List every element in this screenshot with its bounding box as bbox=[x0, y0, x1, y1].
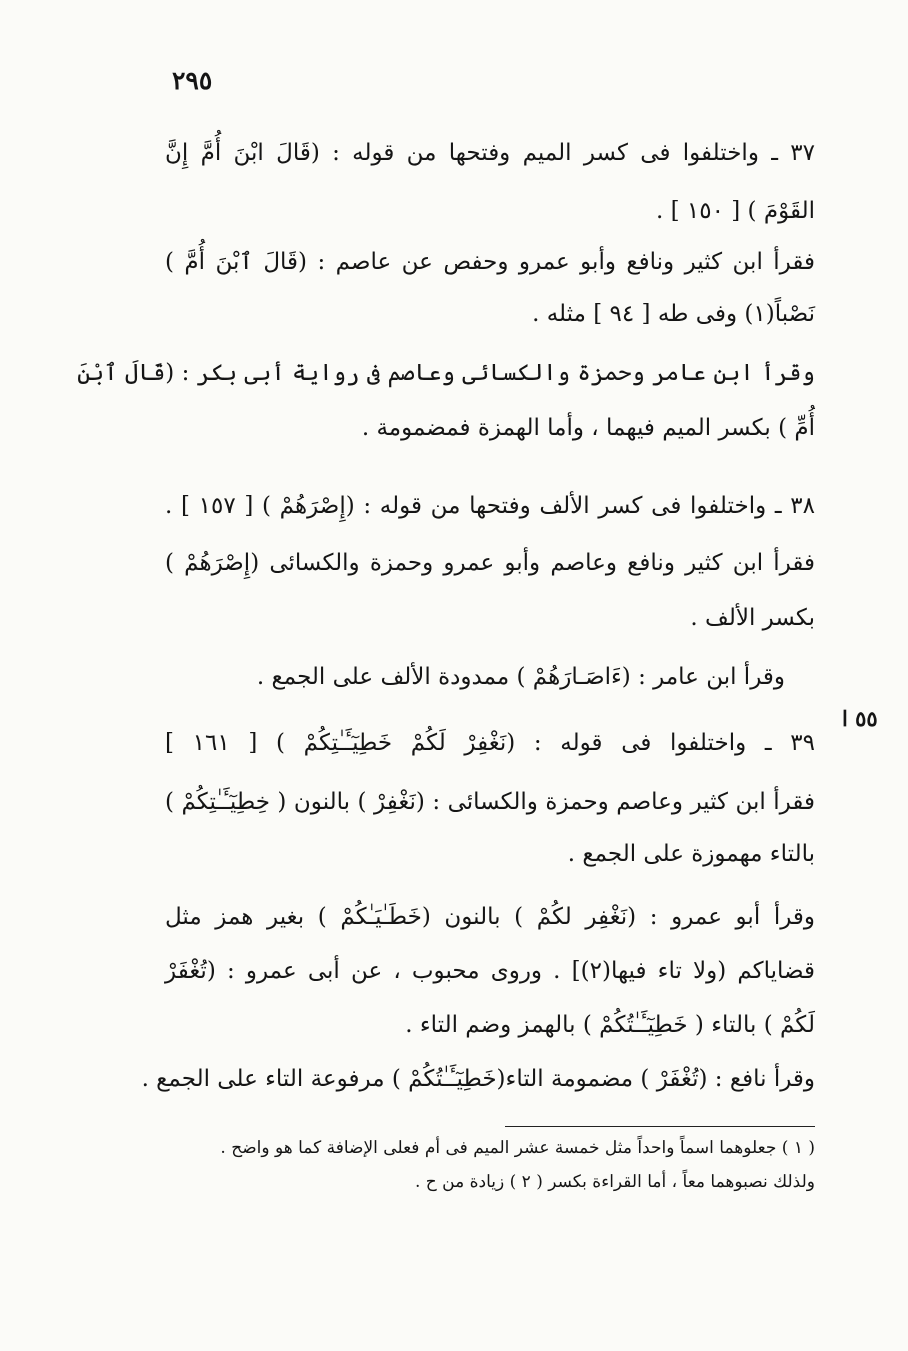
paragraph-reading-1 bbox=[165, 236, 815, 340]
text-line: بكسر الألف . bbox=[690, 605, 815, 631]
text-line: فقرأ ابن كثير وعاصم وحمزة والكسائى : (نَغْفِرْ ) بالنون ( خِطِيٓـَٔـٰتِكُمْ ) bbox=[165, 789, 815, 815]
paragraph-reading-3 bbox=[165, 536, 815, 646]
text-line: نَصْباً(١) وفى طه [ ٩٤ ] مثله . bbox=[532, 301, 815, 327]
margin-number: ٥٥ ا bbox=[842, 706, 878, 731]
text-line: ٣٩ ـ واختلفوا فى قوله : (نَغْفِرْ لَكُمْ خَطِيٓـَٔـٰتِكُمْ ) [ ١٦١ ] bbox=[165, 730, 815, 756]
paragraph-reading-6 bbox=[165, 890, 815, 1052]
paragraph-reading-4 bbox=[165, 652, 815, 702]
text-line: بالتاء مهموزة على الجمع . bbox=[567, 841, 815, 867]
footnote-divider bbox=[505, 1126, 815, 1127]
paragraph-reading-7 bbox=[141, 1054, 815, 1104]
footnote-line: ( ١ ) جعلوهما اسماً واحداً مثل خمسة عشر الميم فى أم فعلى الإضافة كما هو واضح . bbox=[220, 1138, 815, 1158]
paragraph-reading-2 bbox=[77, 346, 815, 456]
text-line: لَكُمْ ) بالتاء ( خَطِيٓـَٔـٰتُكُمْ ) بالهمز وضم التاء . bbox=[405, 1012, 815, 1038]
text-line: وقرأ أبو عمرو : (نَغْفِر لكُمْ ) بالنون (خَطَـٰيَـٰكُمْ ) بغير همز مثل bbox=[165, 904, 815, 930]
paragraph-39 bbox=[165, 718, 815, 768]
paragraph-38 bbox=[165, 478, 815, 534]
paragraph-reading-5 bbox=[165, 776, 815, 880]
text-line: وقرأ نافع : (تُغْفَرْ ) مضمومة التاء(خَطِيٓـَٔـٰتُكُمْ ) مرفوعة التاء على الجمع . bbox=[141, 1066, 815, 1092]
text-line: فقرأ ابن كثير ونافع وعاصم وأبو عمرو وحمزة والكسائى (إِصْرَهُمْ ) bbox=[165, 550, 815, 576]
page-number: ٢٩٥ bbox=[172, 66, 213, 95]
text-line: وقرأ ابن عامر وحمزة والكسائى وعاصم فى رواية أبى بكر : (قَالَ ٱبْنَ bbox=[77, 360, 815, 386]
text-line: ٣٨ ـ واختلفوا فى كسر الألف وفتحها من قوله : (إِصْرَهُمْ ) [ ١٥٧ ] . bbox=[165, 493, 815, 519]
footnote-line: ولذلك نصبوهما معاً ، أما القراءة بكسر ( ٢ ) زيادة من ح . bbox=[414, 1172, 815, 1192]
text-line: فقرأ ابن كثير ونافع وأبو عمرو وحفص عن عاصم : (قَالَ ٱبْنَ أُمَّ ) bbox=[165, 249, 815, 275]
paragraph-37 bbox=[165, 124, 815, 240]
text-line: القَوْمَ ) [ ١٥٠ ] . bbox=[655, 198, 815, 224]
text-line: أُمِّ ) بكسر الميم فيهما ، وأما الهمزة فمضمومة . bbox=[361, 415, 815, 441]
text-line: ٣٧ ـ واختلفوا فى كسر الميم وفتحها من قوله : (قَالَ ابْنَ أُمَّ إِنَّ bbox=[165, 140, 815, 166]
text-line: وقرأ ابن عامر : (ءَاصَـارَهُمْ ) ممدودة الألف على الجمع . bbox=[256, 664, 785, 690]
text-line: قضاياكم (ولا تاء فيها(٢)] . وروى محبوب ، عن أبى عمرو : (تُغْفَرْ bbox=[165, 958, 815, 984]
